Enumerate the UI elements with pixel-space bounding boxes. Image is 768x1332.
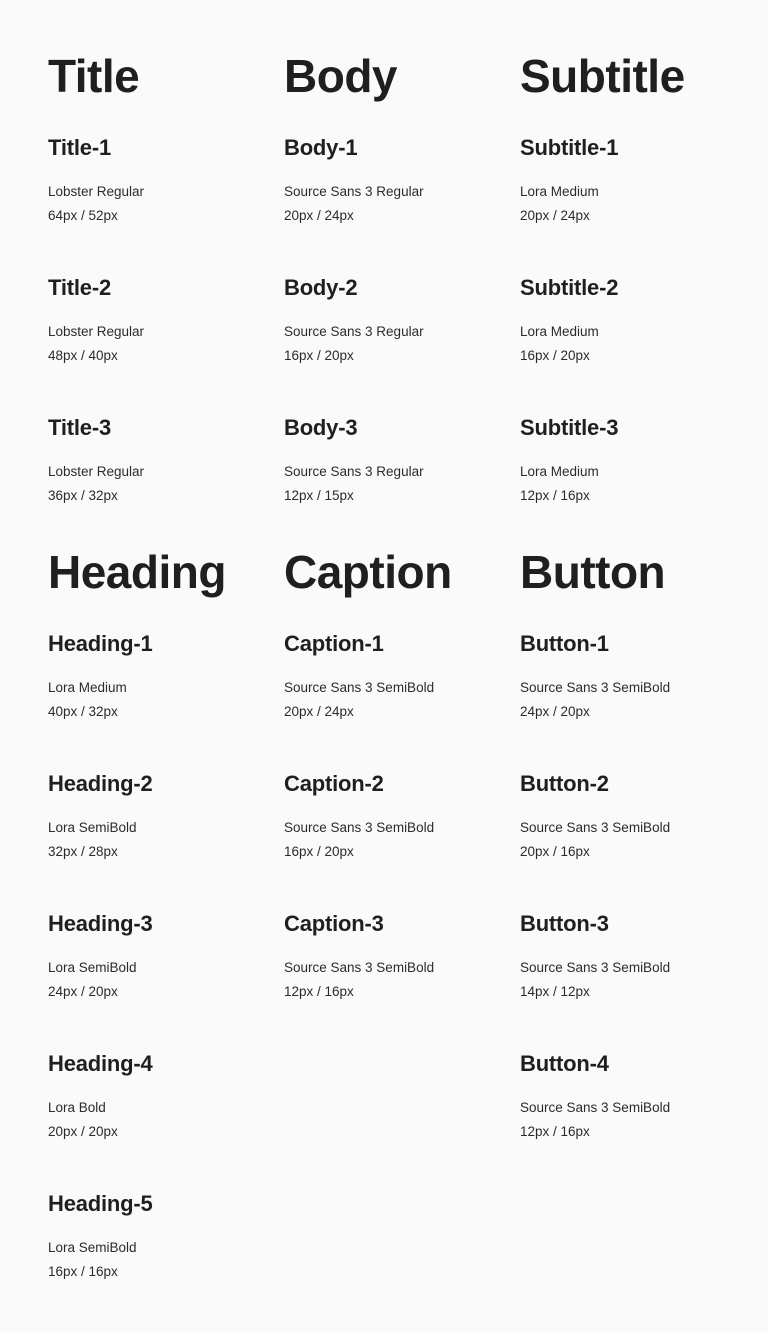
style-entry-body-1	[284, 134, 424, 274]
style-name: Body-2	[284, 275, 358, 300]
style-size-line-height: 20px / 16px	[520, 844, 590, 859]
style-size-line-height: 36px / 32px	[48, 488, 118, 503]
style-entry-caption-1	[284, 630, 434, 770]
style-size-line-height: 20px / 20px	[48, 1124, 118, 1139]
style-entry-button-4	[520, 1050, 670, 1190]
heading-style-list	[48, 630, 153, 1330]
style-name: Title-3	[48, 415, 111, 440]
style-name: Button-3	[520, 911, 609, 936]
style-font-name: Source Sans 3 Regular	[284, 464, 424, 479]
style-size-line-height: 48px / 40px	[48, 348, 118, 363]
style-entry-subtitle-2	[520, 274, 618, 414]
style-entry-subtitle-1	[520, 134, 618, 274]
body-styles-group	[284, 48, 520, 503]
style-font-name: Source Sans 3 SemiBold	[520, 960, 671, 975]
style-entry-heading-2	[48, 770, 153, 910]
style-entry-button-3	[520, 910, 670, 1050]
style-font-name: Lora SemiBold	[48, 820, 137, 835]
style-name: Heading-5	[48, 1191, 153, 1216]
button-style-list	[520, 630, 670, 1190]
style-size-line-height: 12px / 16px	[284, 984, 354, 999]
title-group-heading: Title	[48, 50, 140, 102]
style-font-name: Lora SemiBold	[48, 1240, 137, 1255]
style-name: Heading-2	[48, 771, 153, 796]
style-size-line-height: 24px / 20px	[520, 704, 590, 719]
style-name: Button-1	[520, 631, 609, 656]
style-size-line-height: 16px / 16px	[48, 1264, 118, 1279]
style-size-line-height: 14px / 12px	[520, 984, 590, 999]
style-entry-body-3	[284, 414, 424, 554]
style-size-line-height: 16px / 20px	[520, 348, 590, 363]
style-font-name: Source Sans 3 Regular	[284, 184, 424, 199]
style-entry-title-1	[48, 134, 144, 274]
style-font-name: Lora Medium	[48, 680, 127, 695]
style-size-line-height: 32px / 28px	[48, 844, 118, 859]
style-font-name: Lora Medium	[520, 464, 599, 479]
heading-group-heading: Heading	[48, 546, 226, 598]
style-font-name: Lora Bold	[48, 1100, 106, 1115]
style-entry-button-1	[520, 630, 670, 770]
style-name: Caption-2	[284, 771, 384, 796]
style-name: Caption-1	[284, 631, 384, 656]
button-group-heading: Button	[520, 546, 666, 598]
caption-group-heading: Caption	[284, 546, 452, 598]
style-font-name: Source Sans 3 SemiBold	[520, 820, 671, 835]
style-entry-heading-5	[48, 1190, 153, 1330]
style-entry-caption-2	[284, 770, 434, 910]
style-name: Body-3	[284, 415, 358, 440]
style-name: Heading-1	[48, 631, 153, 656]
style-font-name: Lobster Regular	[48, 324, 145, 339]
style-entry-title-2	[48, 274, 144, 414]
style-entry-caption-3	[284, 910, 434, 1050]
subtitle-group-heading: Subtitle	[520, 50, 685, 102]
style-entry-heading-1	[48, 630, 153, 770]
caption-styles-group	[284, 544, 520, 999]
style-name: Caption-3	[284, 911, 384, 936]
style-font-name: Source Sans 3 SemiBold	[520, 680, 671, 695]
style-size-line-height: 12px / 16px	[520, 1124, 590, 1139]
style-font-name: Lobster Regular	[48, 184, 145, 199]
title-styles-group	[48, 48, 284, 503]
style-name: Subtitle-1	[520, 135, 619, 160]
style-name: Button-2	[520, 771, 609, 796]
heading-styles-group	[48, 544, 284, 1279]
body-group-heading: Body	[284, 50, 397, 102]
style-size-line-height: 24px / 20px	[48, 984, 118, 999]
style-entry-title-3	[48, 414, 144, 554]
button-styles-group	[520, 544, 756, 1139]
style-size-line-height: 20px / 24px	[284, 208, 354, 223]
style-font-name: Lobster Regular	[48, 464, 145, 479]
style-size-line-height: 12px / 16px	[520, 488, 590, 503]
style-size-line-height: 12px / 15px	[284, 488, 354, 503]
title-style-list	[48, 134, 144, 554]
style-size-line-height: 16px / 20px	[284, 844, 354, 859]
style-size-line-height: 16px / 20px	[284, 348, 354, 363]
style-name: Subtitle-3	[520, 415, 619, 440]
style-entry-subtitle-3	[520, 414, 618, 554]
style-size-line-height: 20px / 24px	[284, 704, 354, 719]
style-name: Button-4	[520, 1051, 609, 1076]
style-name: Heading-3	[48, 911, 153, 936]
style-font-name: Source Sans 3 SemiBold	[284, 820, 435, 835]
style-font-name: Lora SemiBold	[48, 960, 137, 975]
style-name: Title-1	[48, 135, 111, 160]
style-font-name: Lora Medium	[520, 184, 599, 199]
style-size-line-height: 20px / 24px	[520, 208, 590, 223]
subtitle-styles-group	[520, 48, 756, 503]
style-name: Heading-4	[48, 1051, 153, 1076]
subtitle-style-list	[520, 134, 618, 554]
caption-style-list	[284, 630, 434, 1050]
style-entry-body-2	[284, 274, 424, 414]
style-font-name: Source Sans 3 SemiBold	[284, 680, 435, 695]
style-entry-heading-3	[48, 910, 153, 1050]
style-name: Subtitle-2	[520, 275, 619, 300]
style-entry-heading-4	[48, 1050, 153, 1190]
style-font-name: Source Sans 3 Regular	[284, 324, 424, 339]
body-style-list	[284, 134, 424, 554]
style-size-line-height: 64px / 52px	[48, 208, 118, 223]
style-size-line-height: 40px / 32px	[48, 704, 118, 719]
style-font-name: Source Sans 3 SemiBold	[284, 960, 435, 975]
style-name: Body-1	[284, 135, 358, 160]
style-entry-button-2	[520, 770, 670, 910]
style-name: Title-2	[48, 275, 111, 300]
style-font-name: Source Sans 3 SemiBold	[520, 1100, 671, 1115]
style-font-name: Lora Medium	[520, 324, 599, 339]
